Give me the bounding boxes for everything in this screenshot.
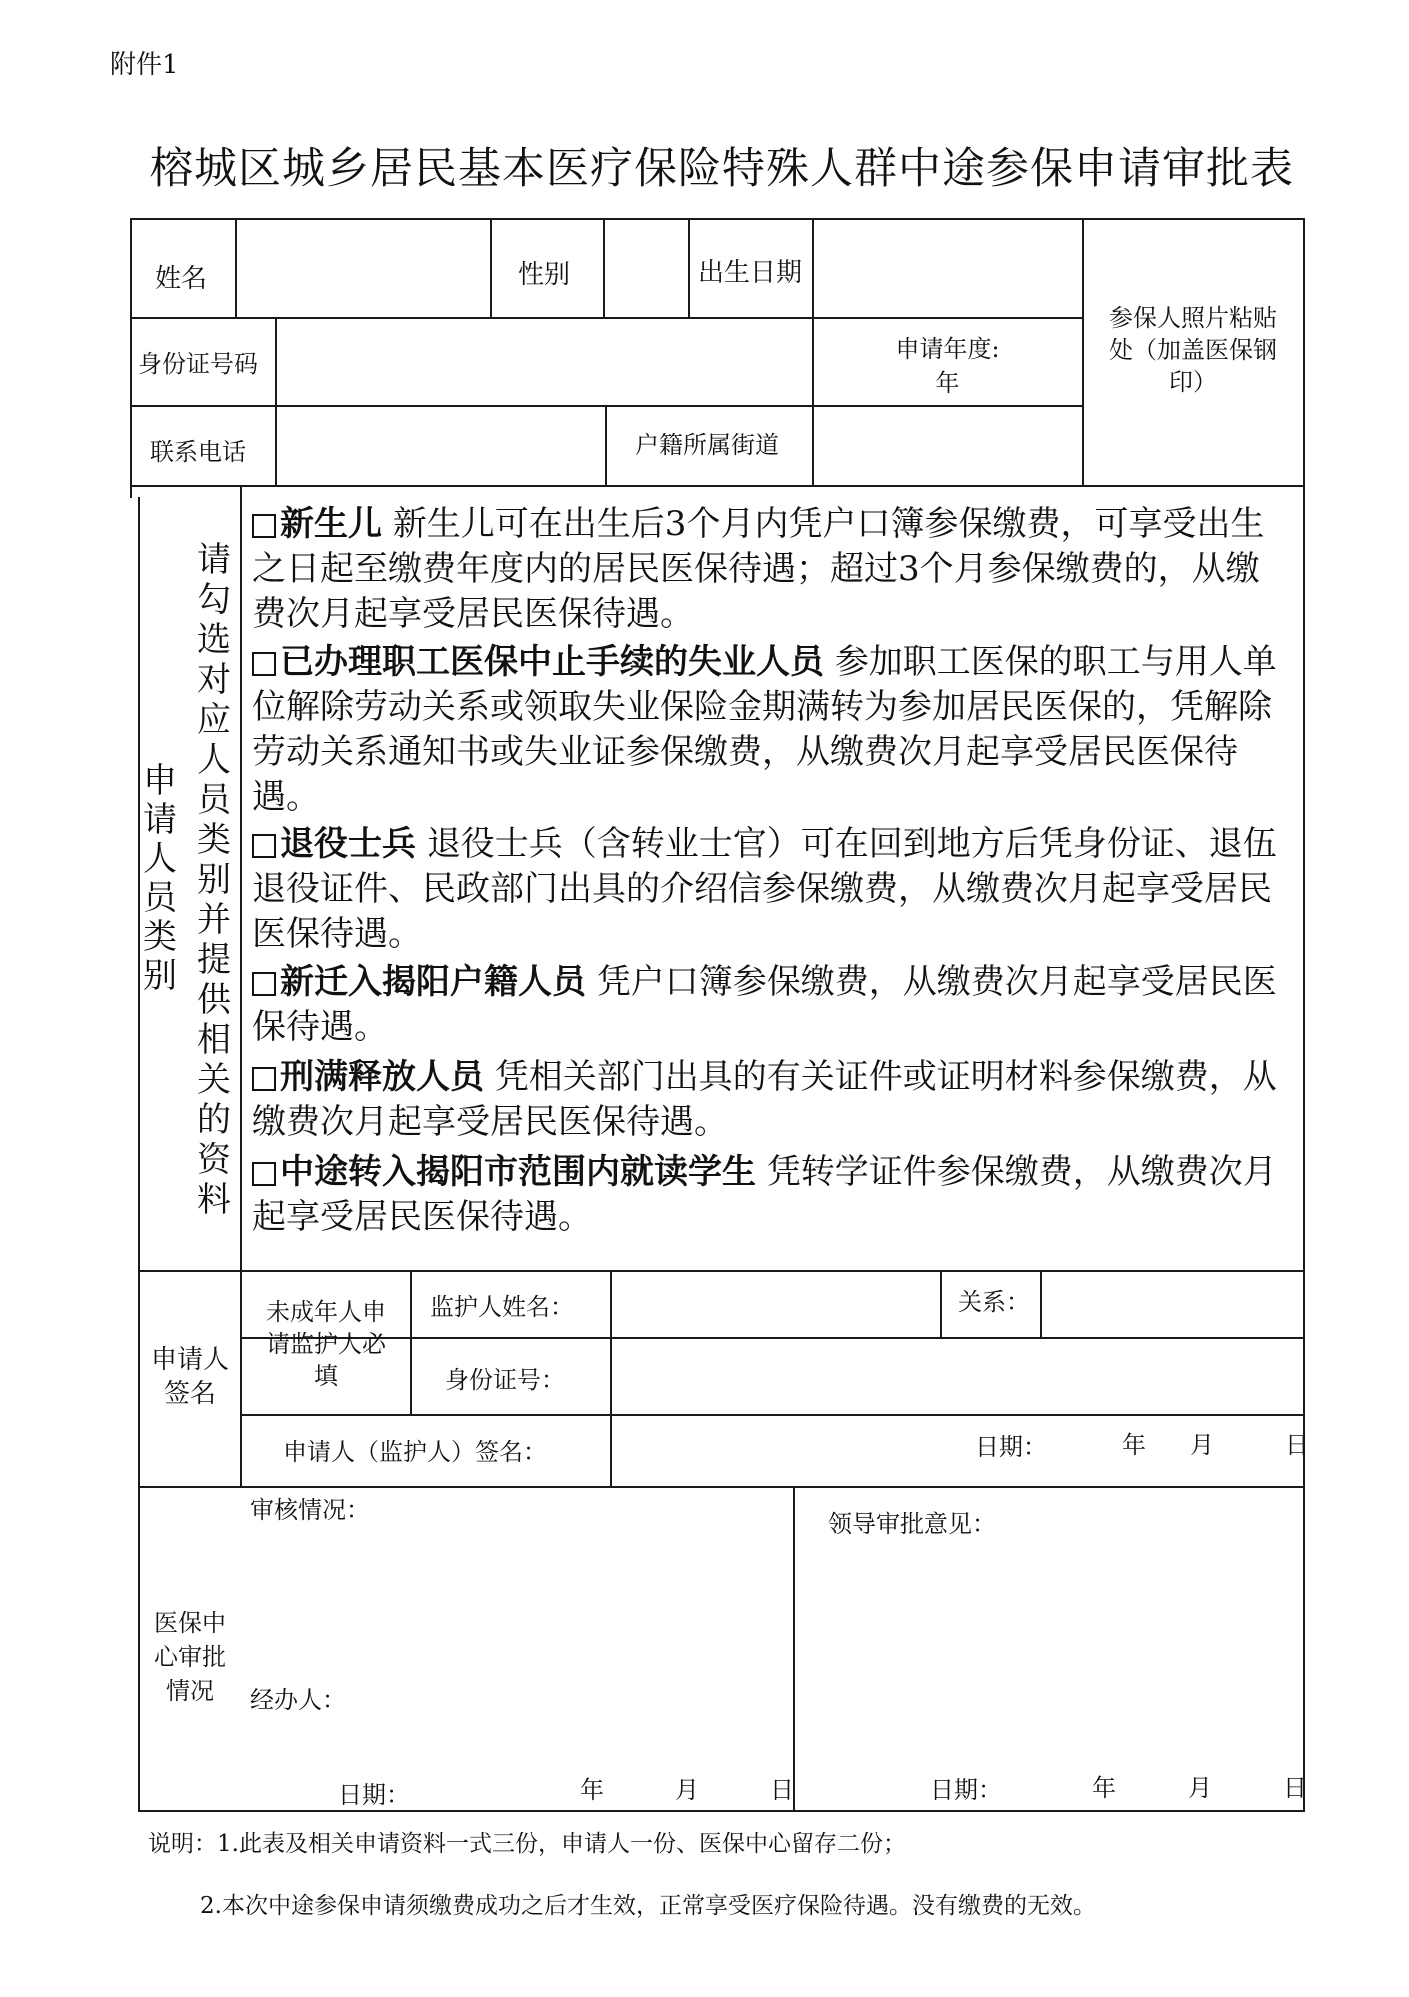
category-label: 申 请 人 员 类 别 — [143, 761, 177, 996]
gender-field[interactable] — [606, 222, 686, 315]
leader-opinion-label: 领导审批意见： — [828, 1510, 996, 1538]
category-checkbox[interactable] — [252, 1067, 276, 1091]
signature-label: 申请人 签名 — [150, 1345, 229, 1409]
review-label: 审核情况： — [250, 1496, 370, 1524]
id-number-label: 身份证号码 — [138, 350, 258, 378]
leader-year: 年 — [1092, 1774, 1116, 1802]
street-field[interactable] — [815, 408, 1080, 483]
minor-note: 未成年人申 请监护人必 填 — [266, 1298, 386, 1390]
page-title: 榕城区城乡居民基本医疗保险特殊人群中途参保申请审批表 — [150, 144, 1294, 194]
review-field[interactable] — [250, 1530, 780, 1680]
signature-day: 日 — [1285, 1431, 1309, 1459]
guardian-name-label: 监护人姓名： — [430, 1293, 574, 1321]
category-checkbox[interactable] — [252, 514, 276, 538]
street-label: 户籍所属街道 — [635, 431, 779, 459]
signature-month: 月 — [1190, 1431, 1214, 1459]
birth-date-label: 出生日期 — [698, 258, 803, 288]
guardian-id-field[interactable] — [613, 1340, 1301, 1412]
category-item: 刑满释放人员 凭相关部门出具的有关证件或证明材料参保缴费，从缴费次月起享受居民医保待遇。 — [252, 1057, 1277, 1142]
phone-field[interactable] — [278, 408, 603, 483]
category-checkbox[interactable] — [252, 1162, 276, 1186]
signer-label: 申请人（监护人）签名： — [283, 1438, 547, 1466]
approval-label: 医保中 心审批 情况 — [154, 1609, 226, 1705]
guardian-id-label: 身份证号： — [445, 1366, 565, 1394]
relation-field[interactable] — [1043, 1273, 1301, 1335]
category-hint: 请 勾 选 对 应 人 员 类 别 并 提 供 相 关 的 资 料 — [197, 540, 231, 1220]
guardian-name-field[interactable] — [613, 1273, 938, 1335]
attachment-label: 附件1 — [110, 50, 179, 80]
note-1: 说明：1.此表及相关申请资料一式三份，申请人一份、医保中心留存二份； — [148, 1831, 906, 1857]
name-label: 姓名 — [155, 264, 208, 294]
note-2: 2.本次中途参保申请须缴费成功之后才生效，正常享受医疗保险待遇。没有缴费的无效。 — [200, 1893, 1096, 1919]
gender-label: 性别 — [518, 260, 571, 290]
apply-year: 申请年度: 年 — [895, 335, 1000, 397]
category-item: 新生儿 新生儿可在出生后3个月内凭户口簿参保缴费，可享受出生之日起至缴费年度内的居民医保待遇；超过3个月参保缴费的，从缴费次月起享受居民医保待遇。 — [252, 504, 1265, 634]
category-checkbox[interactable] — [252, 652, 276, 676]
leader-date-label: 日期： — [930, 1776, 1002, 1804]
phone-label: 联系电话 — [150, 438, 246, 466]
category-checkbox[interactable] — [252, 972, 276, 996]
name-field[interactable] — [238, 222, 488, 315]
category-item: 新迁入揭阳户籍人员 凭户口簿参保缴费，从缴费次月起享受居民医保待遇。 — [252, 962, 1277, 1047]
category-item: 已办理职工医保中止手续的失业人员 参加职工医保的职工与用人单位解除劳动关系或领取失业保险金期满转为参加居民医保的，凭解除劳动关系通知书或失业证参保缴费，从缴费次月起享受居民医保待遇。 — [252, 642, 1277, 817]
birth-date-field[interactable] — [815, 222, 1080, 315]
review-day: 日 — [770, 1776, 794, 1804]
review-year: 年 — [580, 1776, 604, 1804]
review-month: 月 — [675, 1776, 699, 1804]
category-item: 中途转入揭阳市范围内就读学生 凭转学证件参保缴费，从缴费次月起享受居民医保待遇。 — [252, 1152, 1277, 1237]
leader-day: 日 — [1283, 1774, 1307, 1802]
relation-label: 关系： — [958, 1288, 1030, 1316]
signature-year: 年 — [1122, 1431, 1146, 1459]
id-number-field[interactable] — [278, 320, 810, 403]
category-item: 退役士兵 退役士兵（含转业士官）可在回到地方后凭身份证、退伍退役证件、民政部门出具的介绍信参保缴费，从缴费次月起享受居民医保待遇。 — [252, 824, 1277, 954]
handler-label: 经办人： — [250, 1686, 346, 1714]
leader-month: 月 — [1188, 1774, 1212, 1802]
category-checkbox[interactable] — [252, 834, 276, 858]
leader-opinion-field[interactable] — [810, 1550, 1290, 1750]
review-date-label: 日期： — [338, 1781, 410, 1809]
signature-date-label: 日期： — [975, 1433, 1047, 1461]
photo-area: 参保人照片粘贴 处（加盖医保钢 印） — [1109, 304, 1277, 396]
